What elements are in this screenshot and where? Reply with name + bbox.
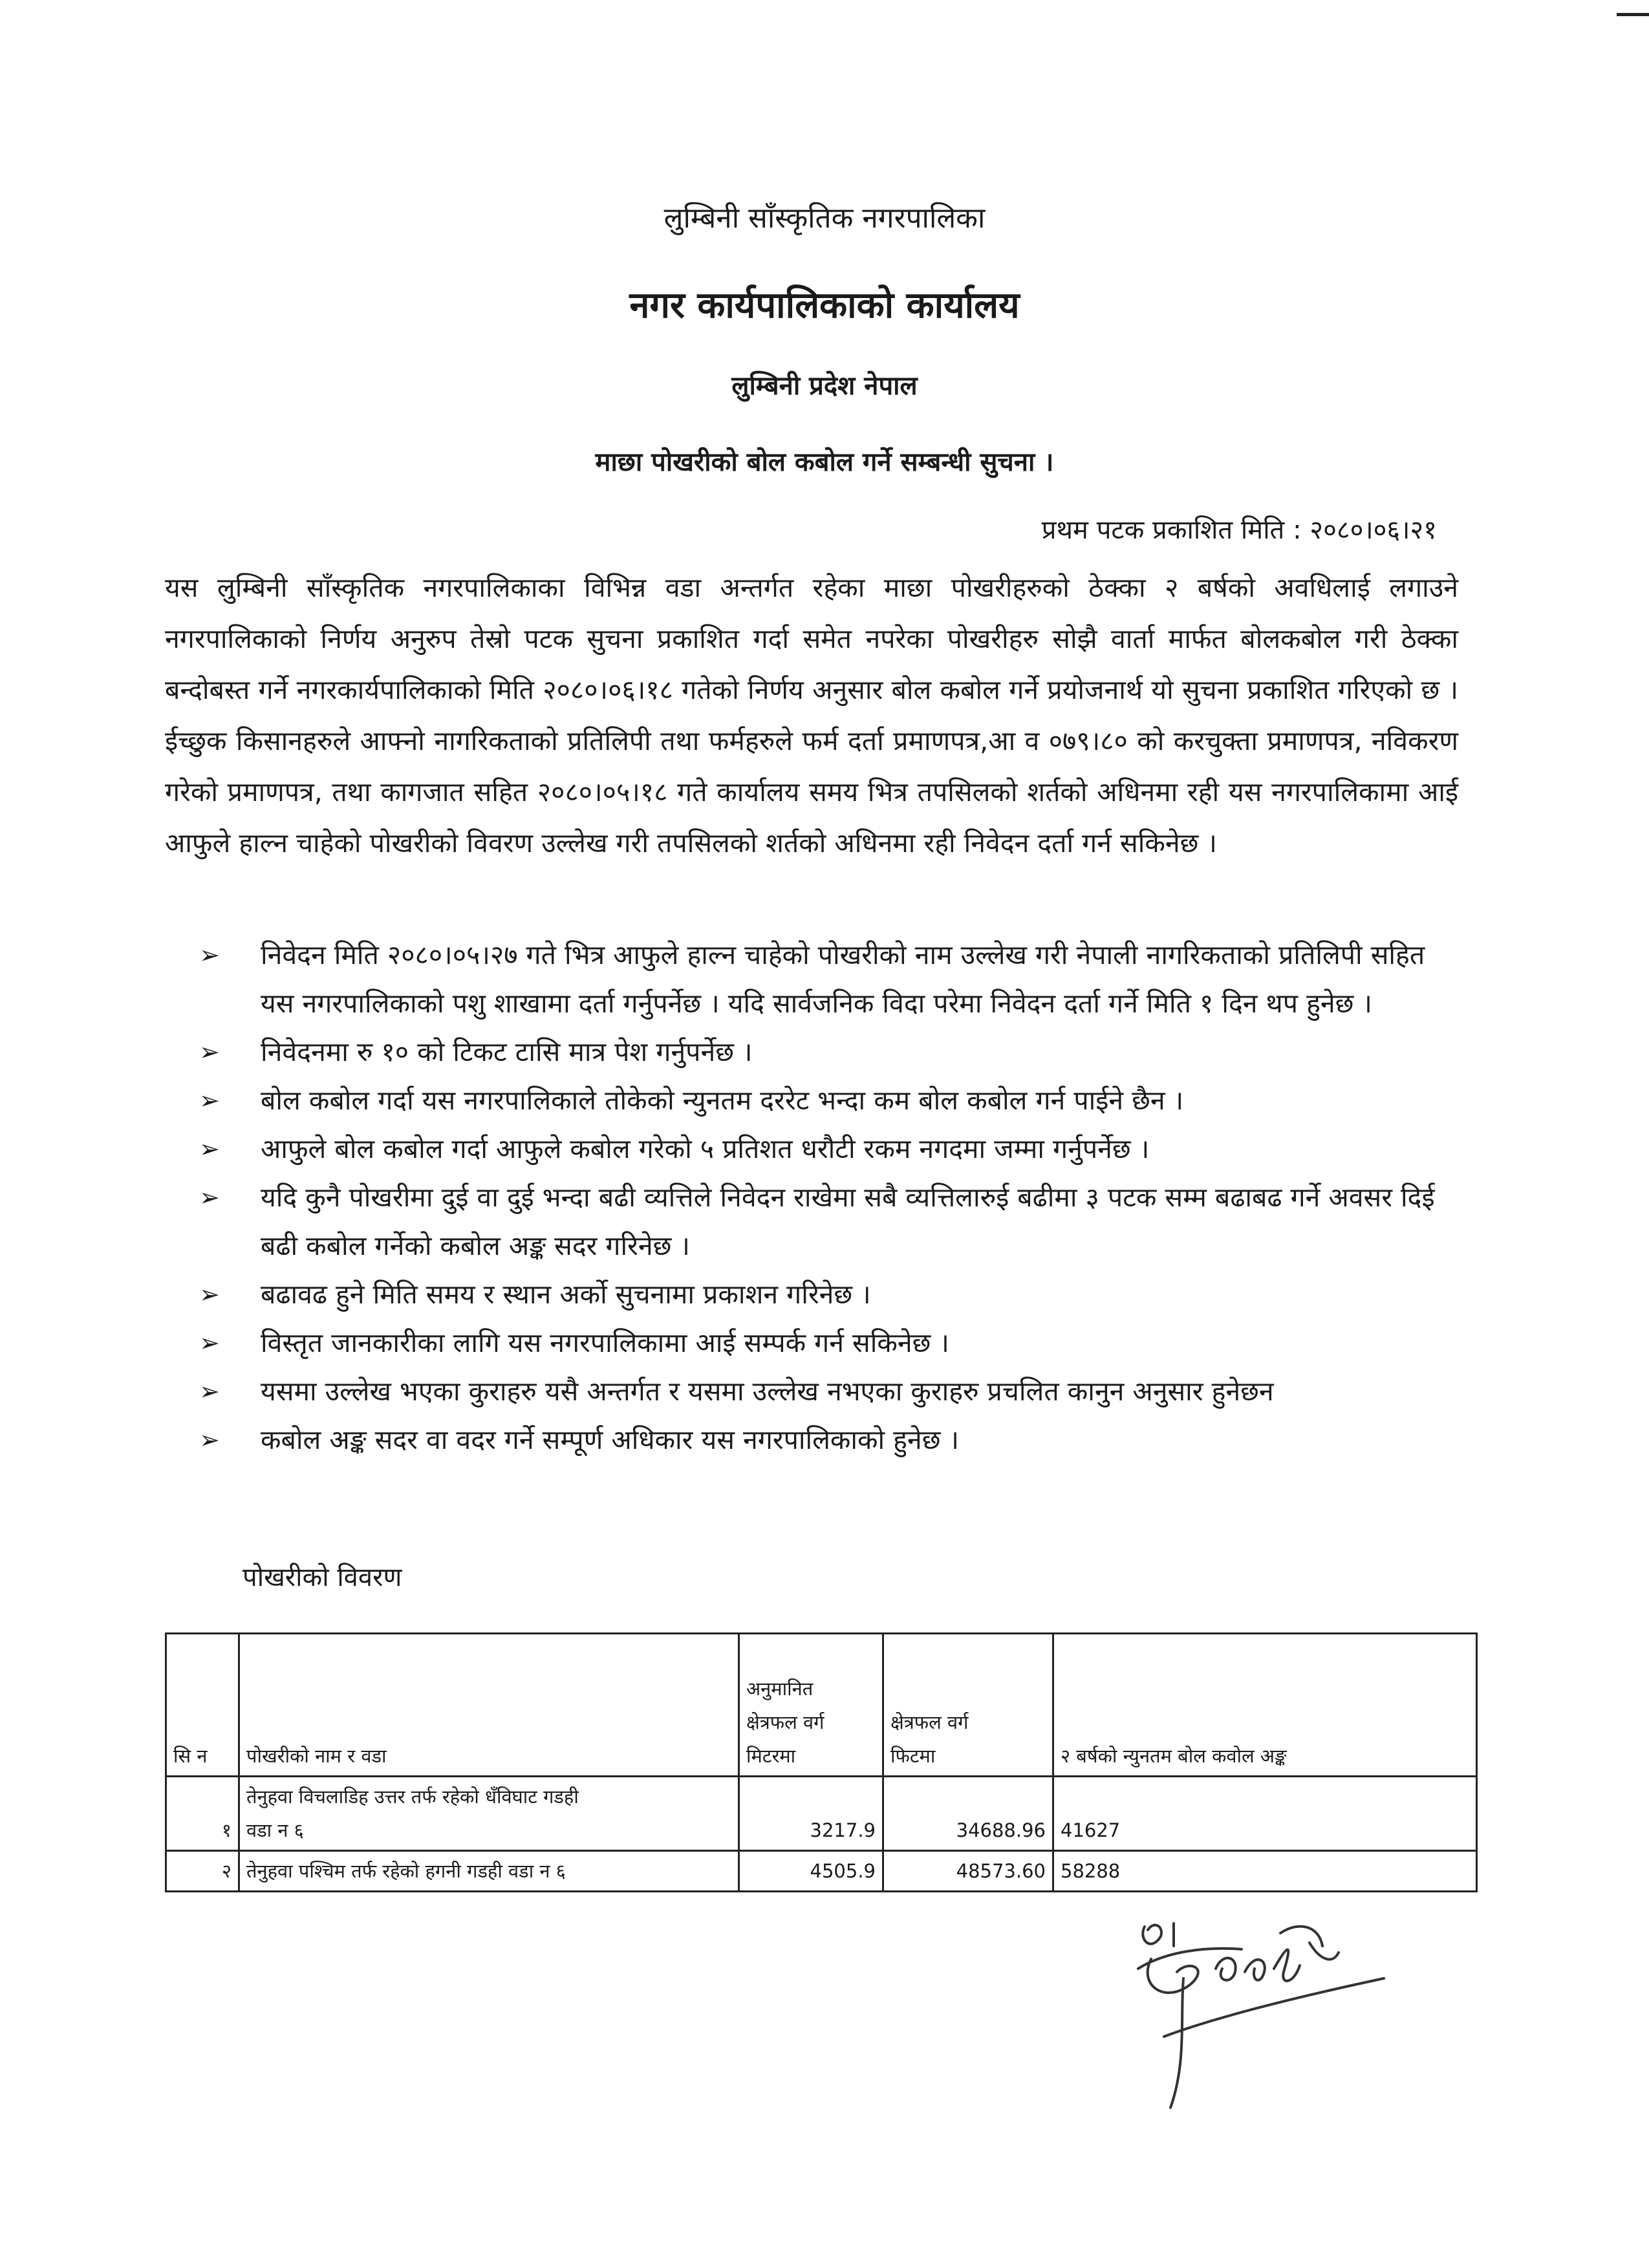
- condition-text: निवेदनमा रु १० को टिकट टासि मात्र पेश गर्नुपर्नेछ ।: [261, 1036, 753, 1067]
- header-area-sq-m-line1: अनुमानित: [746, 1678, 814, 1700]
- arrow-bullet-icon: ➢: [199, 1038, 220, 1066]
- arrow-bullet-icon: ➢: [199, 1377, 220, 1406]
- table-row: [166, 1851, 1477, 1892]
- header-area-sq-ft-line2: फिटमा: [890, 1745, 936, 1767]
- condition-text: कबोल अङ्क सदर वा वदर गर्ने सम्पूर्ण अधिकार यस नगरपालिकाको हुनेछ ।: [261, 1424, 960, 1455]
- condition-item: [199, 1416, 1460, 1464]
- cell-serial: २: [166, 1851, 239, 1892]
- cell-pond-name: तेनुहवा पश्चिम तर्फ रहेको हगनी गडही वडा न ६: [239, 1851, 739, 1892]
- cell-pond-name-line1: तेनुहवा विचलाडिह उत्तर तर्फ रहेको धँविघाट गडही: [246, 1786, 579, 1808]
- header-pond-name: पोखरीको नाम र वडा: [239, 1634, 739, 1777]
- condition-item: [199, 931, 1460, 1028]
- condition-item: [199, 1125, 1460, 1173]
- arrow-bullet-icon: ➢: [199, 941, 220, 969]
- table-row: [166, 1777, 1477, 1851]
- header-area-sq-m-line3: मिटरमा: [746, 1745, 796, 1767]
- intro-paragraph: यस लुम्बिनी साँस्कृतिक नगरपालिकाका विभिन्न वडा अन्तर्गत रहेका माछा पोखरीहरुको ठेक्का २ बर्षको अवधिलाई लगाउने नगरपालिकाको निर्णय अनुरुप तेस्रो पटक सुचना प्रकाशित गर्दा समेत नपरेका पोखरीहरु सोझै वार्ता मार्फत बोलकबोल गरी ठेक्का बन्दोबस्त गर्ने नगरकार्यपालिकाको मिति २०८०।०६।१८ गतेको निर्णय अनुसार बोल कबोल गर्ने प्रयोजनार्थ यो सुचना प्रकाशित गरिएको छ । ईच्छुक किसानहरुले आफ्नो नागरिकताको प्रतिलिपी तथा फर्महरुले फर्म दर्ता प्रमाणपत्र,आ व ०७९।८० को करचुक्ता प्रमाणपत्र, नविकरण गरेको प्रमाणपत्र, तथा कागजात सहित २०८०।०५।१८ गते कार्यालय समय भित्र तपसिलको शर्तको अधिनमा रही यस नगरपालिकामा आई आफुले हाल्न चाहेको पोखरीको विवरण उल्लेख गरी तपसिलको शर्तको अधिनमा रही निवेदन दर्ता गर्न सकिनेछ ।: [165, 572, 1458, 859]
- condition-text: निवेदन मिति २०८०।०५।२७ गते भित्र आफुले हाल्न चाहेको पोखरीको नाम उल्लेख गरी नेपाली नागरिकताको प्रतिलिपी सहित यस नगरपालिकाको पशु शाखामा दर्ता गर्नुपर्नेछ । यदि सार्वजनिक विदा परेमा निवेदन दर्ता गर्ने मिति १ दिन थप हुनेछ ।: [261, 939, 1425, 1019]
- municipality-name: लुम्बिनी साँस्कृतिक नगरपालिका: [663, 202, 986, 235]
- scan-edge-mark: [1617, 13, 1649, 16]
- arrow-bullet-icon: ➢: [199, 1426, 220, 1454]
- condition-text: बढावढ हुने मिति समय र स्थान अर्को सुचनामा प्रकाशन गरिनेछ ।: [261, 1279, 871, 1310]
- condition-text: यसमा उल्लेख भएका कुराहरु यसै अन्तर्गत र यसमा उल्लेख नभएका कुराहरु प्रचलित कानुन अनुसार हुनेछन: [261, 1376, 1274, 1407]
- cell-pond-name-line2: वडा न ६: [246, 1819, 304, 1841]
- cell-pond-name: [239, 1777, 739, 1851]
- cell-area-sq-ft: 48573.60: [883, 1851, 1053, 1892]
- cell-area-sq-ft: 34688.96: [883, 1777, 1053, 1851]
- header-area-sq-m: [739, 1634, 883, 1777]
- arrow-bullet-icon: ➢: [199, 1183, 220, 1212]
- table-header-row: [166, 1634, 1477, 1777]
- arrow-bullet-icon: ➢: [199, 1086, 220, 1115]
- handwritten-signature: [1125, 1907, 1397, 2114]
- header-min-bid: २ बर्षको न्युनतम बोल कवोल अङ्क: [1053, 1634, 1477, 1777]
- province-name: लुम्बिनी प्रदेश नेपाल: [731, 371, 918, 401]
- condition-item: [199, 1367, 1460, 1416]
- header-area-sq-ft-line1: क्षेत्रफल वर्ग: [890, 1711, 969, 1733]
- cell-area-sq-m: 4505.9: [739, 1851, 883, 1892]
- header-area-sq-m-line2: क्षेत्रफल वर्ग: [746, 1711, 824, 1733]
- header-area-sq-ft: [883, 1634, 1053, 1777]
- table-title: पोखरीको विवरण: [242, 1563, 402, 1592]
- conditions-list: [199, 931, 1460, 1464]
- condition-item: [199, 1173, 1460, 1270]
- publish-date: प्रथम पटक प्रकाशित मिति : २०८०।०६।२१: [1041, 515, 1437, 545]
- condition-text: आफुले बोल कबोल गर्दा आफुले कबोल गरेको ५ प्रतिशत धरौटी रकम नगदमा जम्मा गर्नुपर्नेछ ।: [261, 1133, 1150, 1164]
- pond-details-table: [165, 1632, 1478, 1892]
- condition-text: विस्तृत जानकारीका लागि यस नगरपालिकामा आई सम्पर्क गर्न सकिनेछ ।: [261, 1327, 949, 1358]
- office-name: नगर कार्यपालिकाको कार्यालय: [629, 284, 1020, 326]
- condition-item: [199, 1076, 1460, 1125]
- cell-min-bid: 58288: [1053, 1851, 1477, 1892]
- header-serial: सि न: [166, 1634, 239, 1777]
- arrow-bullet-icon: ➢: [199, 1280, 220, 1309]
- cell-min-bid: 41627: [1053, 1777, 1477, 1851]
- condition-item: [199, 1028, 1460, 1076]
- cell-area-sq-m: 3217.9: [739, 1777, 883, 1851]
- cell-serial: १: [166, 1777, 239, 1851]
- condition-text: यदि कुनै पोखरीमा दुई वा दुई भन्दा बढी व्यत्तिले निवेदन राखेमा सबै व्यत्तिलारुई बढीमा ३ पटक सम्म बढाबढ गर्ने अवसर दिई बढी कबोल गर्नेको कबोल अङ्क सदर गरिनेछ ।: [261, 1182, 1435, 1261]
- condition-text: बोल कबोल गर्दा यस नगरपालिकाले तोकेको न्युनतम दररेट भन्दा कम बोल कबोल गर्न पाईने छैन ।: [261, 1085, 1184, 1116]
- condition-item: [199, 1319, 1460, 1367]
- arrow-bullet-icon: ➢: [199, 1329, 220, 1357]
- arrow-bullet-icon: ➢: [199, 1135, 220, 1163]
- notice-subject: माछा पोखरीको बोल कबोल गर्ने सम्बन्धी सुचना ।: [595, 447, 1054, 477]
- condition-item: [199, 1270, 1460, 1319]
